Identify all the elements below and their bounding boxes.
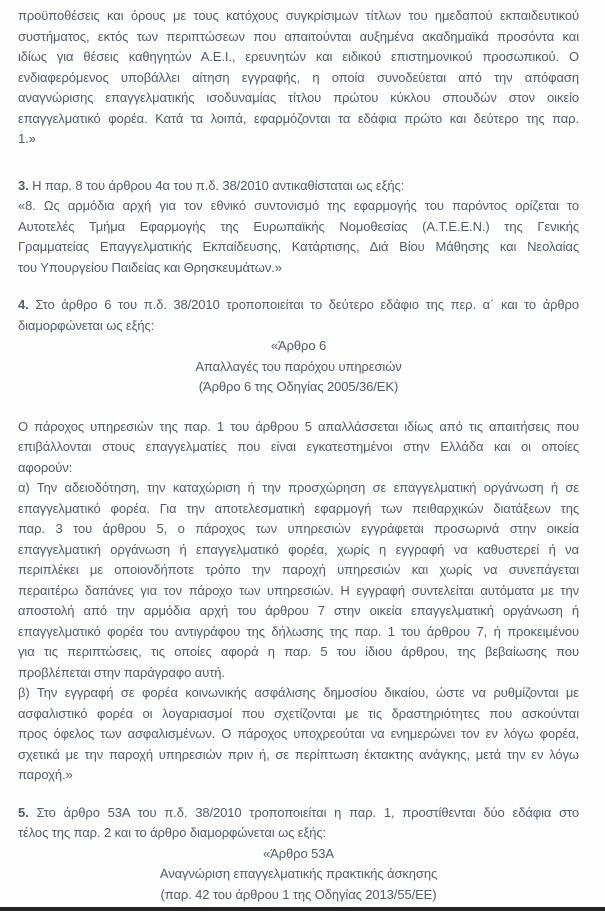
text-line-content: Στο άρθρο 53Α του π.δ. 38/2010 τροποποιείται η παρ. 1, προστίθενται δύο εδάφια στο	[28, 804, 579, 820]
text-line: αναγνώρισης επαγγελματικής ισοδυναμίας τίτλου πρώτου κύκλου σπουδών στον οικείο	[18, 90, 579, 105]
text-line: του Υπουργείου Παιδείας και Θρησκευμάτων.»	[18, 259, 282, 275]
text-line: περαιτέρω δαπάνες για τον πάροχο των υπηρεσιών. Η εγγραφή συντελείται αυτόματα με την	[18, 582, 579, 598]
text-line: επαγγελματικό φορέα του αντιγράφου της δήλωσης της παρ. 1 του άρθρου 7, ή προκειμένου	[18, 623, 579, 639]
paragraph-number: 4.	[18, 297, 29, 312]
text-line: Απαλλαγές του παρόχου υπηρεσιών	[195, 358, 402, 374]
text-line: (Άρθρο 6 της Οδηγίας 2005/36/ΕΚ)	[198, 379, 399, 394]
text-line-content: Η παρ. 8 του άρθρου 4α του π.δ. 38/2010 αντικαθίσταται ως εξής:	[28, 177, 405, 193]
text-line	[18, 295, 579, 316]
text-line: Αναγνώριση επαγγελματικής πρακτικής άσκησης	[159, 866, 438, 881]
text-line: διαμορφώνεται ως εξής:	[18, 317, 155, 333]
text-line: επαγγελματική οργάνωση ή επαγγελματικό φορέα, χωρίς η εγγραφή να καθυστερεί ή να	[18, 541, 579, 557]
text-line: ιδίως για θέσεις καθηγητών Α.Ε.Ι., ερευνητών και ειδικού επιστημονικού προσωπικού. Ο	[18, 49, 579, 64]
text-line: α) Την αδειοδότηση, την καταχώριση ή την προσχώρηση σε επαγγελματική οργάνωση ή σε	[18, 480, 579, 495]
text-line: παρ. 3 του άρθρου 5, ο πάροχος των υπηρεσιών εγγράφεται προσωρινά στην οικεία	[18, 521, 579, 536]
paragraph-1-continuation	[18, 6, 579, 150]
paragraph-number: 3.	[18, 177, 29, 193]
text-line: Ο πάροχος υπηρεσιών της παρ. 1 του άρθρου 5 απαλλάσσεται ιδίως από τις απαιτήσεις που	[18, 418, 579, 434]
text-line: προϋποθέσεις και όρους με τους κατόχους συγκρίσιμων τίτλων του ημεδαπού εκπαιδευτικού	[18, 8, 579, 23]
text-line: Αυτοτελές Τμήμα Εφαρμογής της Ευρωπαϊκής Νομοθεσίας (Α.Τ.Ε.Ε.Ν.) της Γενικής	[18, 218, 579, 234]
paragraph-5	[18, 803, 579, 906]
text-line: επιβάλλονται στους επαγγελματίες που είναι εγκατεστημένοι στην Ελλάδα και οι οποίες	[18, 439, 579, 454]
text-line: προβλέπεται στην παράγραφο αυτή.	[18, 664, 225, 680]
article-6-body	[18, 417, 579, 786]
text-line: επαγγελματικό φορέα. Για την αποτελεσματική εφαρμογή των πειθαρχικών διατάξεων της	[18, 500, 579, 516]
text-line: παροχή.»	[18, 767, 73, 782]
text-line: ασφαλιστικό φορέα οι λογαριασμοί που σχετίζονται με τις δραστηριότητες που ασκούνται	[18, 705, 579, 721]
text-line: σχετικά με την παροχή υπηρεσιών πριν ή, σε περίπτωση έκτακτης ανάγκης, μετά την εν λόγω	[18, 746, 579, 762]
text-line: για τις περιπτώσεις, τις οποίες αφορά η παρ. 5 του ίδιου άρθρου, της βεβαίωσης που	[18, 644, 579, 659]
text-line: (παρ. 42 του άρθρου 1 της Οδηγίας 2013/55/ΕΕ)	[160, 886, 437, 902]
text-line: προς όφελος των ασφαλισμένων. Ο πάροχος υποχρεούται να ενημερώνει τον εν λόγω φορέα,	[18, 726, 579, 741]
text-line	[18, 176, 579, 197]
text-line: συστήματος, εκτός των περιπτώσεων που απαιτούνται αυξημένα ακαδημαϊκά προσόντα και	[18, 28, 579, 44]
text-line: «Άρθρο 6	[270, 338, 327, 353]
paragraph-number: 5.	[18, 804, 29, 820]
text-line: «8. Ως αρμόδια αρχή για τον εθνικό συντονισμό της εφαρμογής του παρόντος ορίζεται το	[18, 198, 579, 213]
text-line: περιπλέκει με οποιονδήποτε τρόπο την παροχή υπηρεσιών και χωρίς να συνεπάγεται	[18, 562, 579, 577]
text-line: 1.»	[18, 131, 36, 146]
text-line: ενδιαφερόμενος υποβάλλει αίτηση εγγραφής, η οποία συνοδεύεται από την απόφαση	[18, 69, 579, 85]
text-line: «Άρθρο 53Α	[263, 845, 334, 861]
paragraph-4	[18, 295, 579, 398]
text-line: β) Την εγγραφή σε φορέα κοινωνικής ασφάλισης δημοσίου δικαίου, ώστε να ρυθμίζονται με	[18, 685, 579, 700]
text-line-content: Στο άρθρο 6 του π.δ. 38/2010 τροποποιείται το δεύτερο εδάφιο της περ. α΄ και το άρθρο	[28, 297, 579, 312]
page-bottom-rule	[0, 907, 605, 911]
text-line: Γραμματείας Επαγγελματικής Εκπαίδευσης, Κατάρτισης, Διά Βίου Μάθησης και Νεολαίας	[18, 239, 579, 254]
text-line: αποστολή από την αρμόδια αρχή του άρθρου 7 στην οικεία επαγγελματική οργάνωση ή	[18, 603, 579, 618]
text-line: επαγγελματικό φορέα. Κατά τα λοιπά, εφαρμόζονται τα εδάφια πρώτο και δεύτερο της παρ.	[18, 110, 579, 126]
document-text	[18, 6, 579, 905]
text-line: αφορούν:	[18, 459, 73, 475]
text-line: τέλος της παρ. 2 και το άρθρο διαμορφώνεται ως εξής:	[18, 825, 327, 840]
text-line	[18, 803, 579, 824]
paragraph-3	[18, 176, 579, 279]
